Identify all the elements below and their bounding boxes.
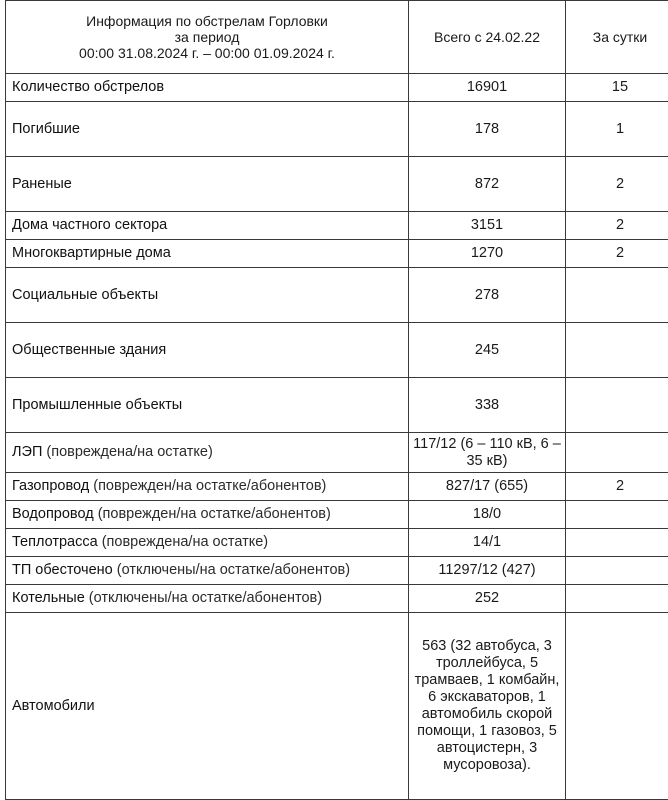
row-total: 16901 (409, 74, 566, 102)
row-label (6, 529, 409, 557)
row-note: (повреждена/на остатке) (42, 444, 213, 460)
title-line-2: за период (174, 29, 240, 45)
row-note: (поврежден/на остатке/абонентов) (93, 506, 331, 522)
row-total: 18/0 (409, 501, 566, 529)
row-label (6, 473, 409, 501)
table-row (6, 433, 668, 473)
row-note: (отключены/на остатке/абонентов) (84, 590, 323, 606)
shelling-info-table (5, 0, 668, 800)
row-day (566, 501, 668, 529)
row-label (6, 157, 409, 212)
row-total: 3151 (409, 212, 566, 240)
title-line-3: 00:00 31.08.2024 г. – 00:00 01.09.2024 г. (79, 45, 335, 61)
row-total: 11297/12 (427) (409, 557, 566, 585)
row-name: ЛЭП (12, 444, 43, 460)
header-total: Всего с 24.02.22 (409, 1, 566, 74)
row-day (566, 557, 668, 585)
table-row (6, 501, 668, 529)
row-total: 245 (409, 323, 566, 378)
row-day: 1 (566, 102, 668, 157)
row-label (6, 74, 409, 102)
row-day: 2 (566, 157, 668, 212)
row-name: Дома частного сектора (12, 217, 168, 233)
row-label (6, 378, 409, 433)
row-note: (поврежден/на остатке/абонентов) (89, 478, 327, 494)
row-label (6, 323, 409, 378)
row-day (566, 268, 668, 323)
table-row (6, 212, 668, 240)
header-day: За сутки (566, 1, 668, 74)
row-total: 178 (409, 102, 566, 157)
table-row (6, 557, 668, 585)
table-row (6, 268, 668, 323)
row-total: 1270 (409, 240, 566, 268)
row-name: Общественные здания (12, 341, 167, 358)
row-day (566, 433, 668, 473)
row-total: 827/17 (655) (409, 473, 566, 501)
table-row (6, 74, 668, 102)
row-total: 563 (32 автобуса, 3 троллейбуса, 5 трамваев, 1 комбайн, 6 экскаваторов, 1 автомобиль скорой помощи, 1 газовоз, 5 автоцистерн, 3 мусоровоза). (409, 613, 566, 800)
row-label (6, 212, 409, 240)
row-total: 14/1 (409, 529, 566, 557)
row-name: Раненые (12, 175, 72, 192)
row-name: Социальные объекты (12, 286, 159, 303)
row-note: (повреждена/на остатке) (97, 534, 269, 550)
row-name: ТП обесточено (12, 562, 113, 578)
table-row (6, 378, 668, 433)
row-name: Газопровод (12, 478, 90, 494)
row-name: Промышленные объекты (12, 396, 183, 413)
row-name: Автомобили (12, 697, 95, 714)
row-label (6, 613, 409, 800)
row-label (6, 268, 409, 323)
row-label (6, 585, 409, 613)
row-label (6, 557, 409, 585)
table-row (6, 157, 668, 212)
row-total: 872 (409, 157, 566, 212)
row-label (6, 433, 409, 473)
table-row (6, 240, 668, 268)
row-label (6, 501, 409, 529)
row-name: Погибшие (12, 120, 80, 137)
table-row (6, 529, 668, 557)
title-line-1: Информация по обстрелам Горловки (86, 13, 328, 29)
row-day (566, 323, 668, 378)
table-row (6, 585, 668, 613)
row-name: Водопровод (12, 506, 94, 522)
row-day (566, 378, 668, 433)
row-total: 338 (409, 378, 566, 433)
row-day: 2 (566, 473, 668, 501)
row-day (566, 529, 668, 557)
row-name: Теплотрасса (12, 534, 98, 550)
row-label (6, 240, 409, 268)
row-day: 2 (566, 212, 668, 240)
row-name: Многоквартирные дома (12, 245, 171, 261)
table-row (6, 613, 668, 800)
row-day: 2 (566, 240, 668, 268)
row-total: 278 (409, 268, 566, 323)
table-row (6, 473, 668, 501)
row-note: (отключены/на остатке/абонентов) (112, 562, 351, 578)
row-day (566, 613, 668, 800)
table-title (6, 1, 409, 74)
table-row (6, 102, 668, 157)
row-total: 117/12 (6 – 110 кВ, 6 – 35 кВ) (409, 433, 566, 473)
table-header-row (6, 1, 668, 74)
table-row (6, 323, 668, 378)
row-day (566, 585, 668, 613)
row-total: 252 (409, 585, 566, 613)
row-name: Количество обстрелов (12, 79, 165, 95)
row-name: Котельные (12, 590, 85, 606)
row-label (6, 102, 409, 157)
row-day: 15 (566, 74, 668, 102)
